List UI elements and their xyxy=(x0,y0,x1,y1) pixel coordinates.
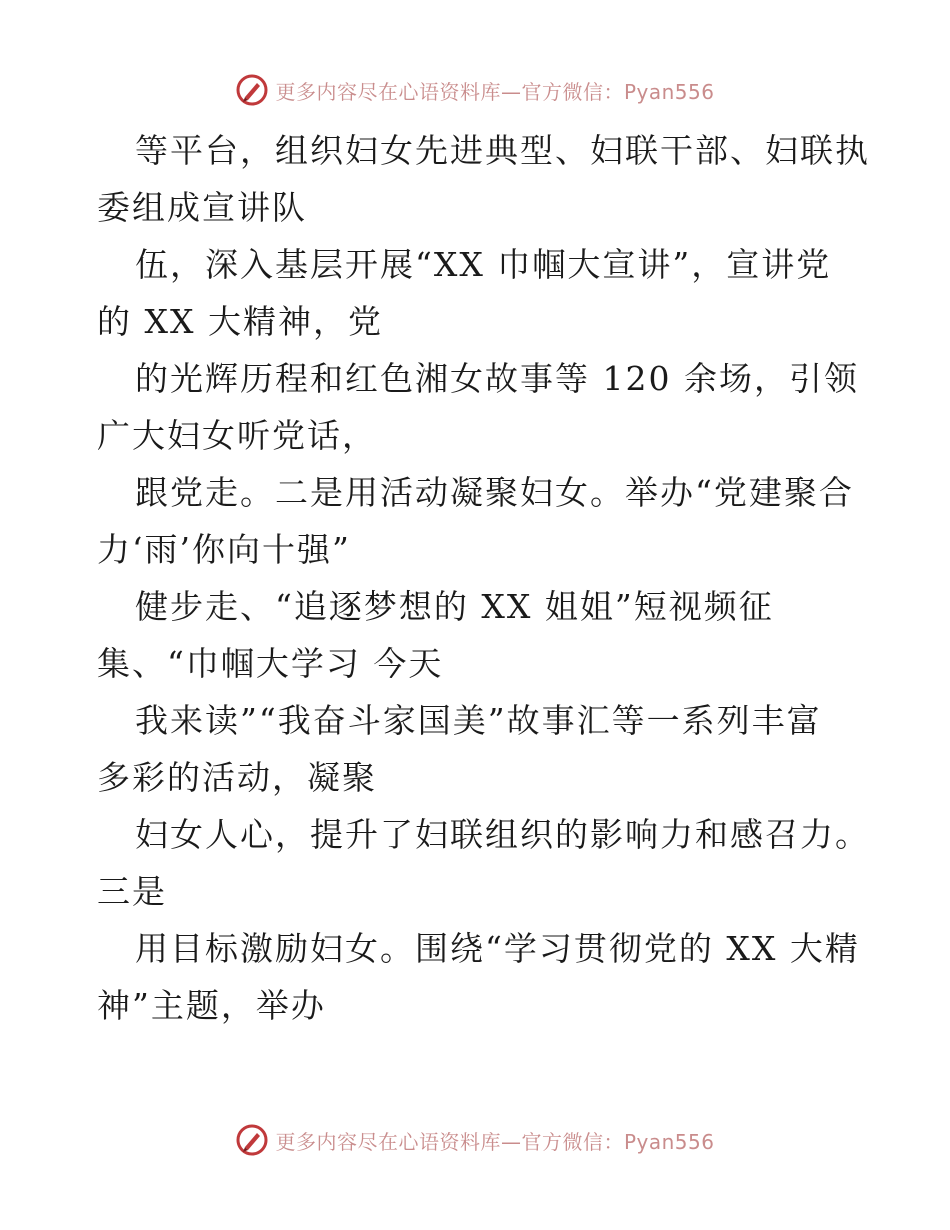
text-line: 的光辉历程和红色湘女故事等 120 余场，引领 xyxy=(135,359,859,398)
text-line: 等平台，组织妇女先进典型、妇联干部、妇联执 xyxy=(135,131,870,170)
text-line: 用目标激励妇女。围绕“学习贯彻党的 XX 大精 xyxy=(135,929,860,968)
text-line: 伍，深入基层开展“XX 巾帼大宣讲”，宣讲党 xyxy=(135,245,832,284)
text-line: 三是 xyxy=(97,872,167,911)
text-line: 多彩的活动，凝聚 xyxy=(97,758,377,797)
pen-seal-logo-icon xyxy=(235,1123,269,1157)
text-line: 跟党走。二是用活动凝聚妇女。举办“党建聚合 xyxy=(135,473,854,512)
document-body xyxy=(97,122,877,1034)
text-line: 广大妇女听党话， xyxy=(97,416,377,455)
text-line: 的 XX 大精神，党 xyxy=(97,302,383,341)
text-line: 神”主题，举办 xyxy=(97,986,326,1025)
header-banner xyxy=(0,70,950,110)
text-line: 力‘雨’你向十强” xyxy=(97,530,351,569)
text-line: 健步走、“追逐梦想的 XX 姐姐”短视频征 xyxy=(135,587,774,626)
footer-text: 更多内容尽在心语资料库—官方微信：Pyan556 xyxy=(275,1129,715,1154)
footer-banner xyxy=(0,1120,950,1160)
text-line: 集、“巾帼大学习 今天 xyxy=(97,644,444,683)
header-text: 更多内容尽在心语资料库—官方微信：Pyan556 xyxy=(275,79,715,104)
text-line: 委组成宣讲队 xyxy=(97,188,307,227)
text-line: 妇女人心，提升了妇联组织的影响力和感召力。 xyxy=(135,815,870,854)
text-line: 我来读”“我奋斗家国美”故事汇等一系列丰富 xyxy=(135,701,822,740)
pen-seal-logo-icon xyxy=(235,73,269,107)
